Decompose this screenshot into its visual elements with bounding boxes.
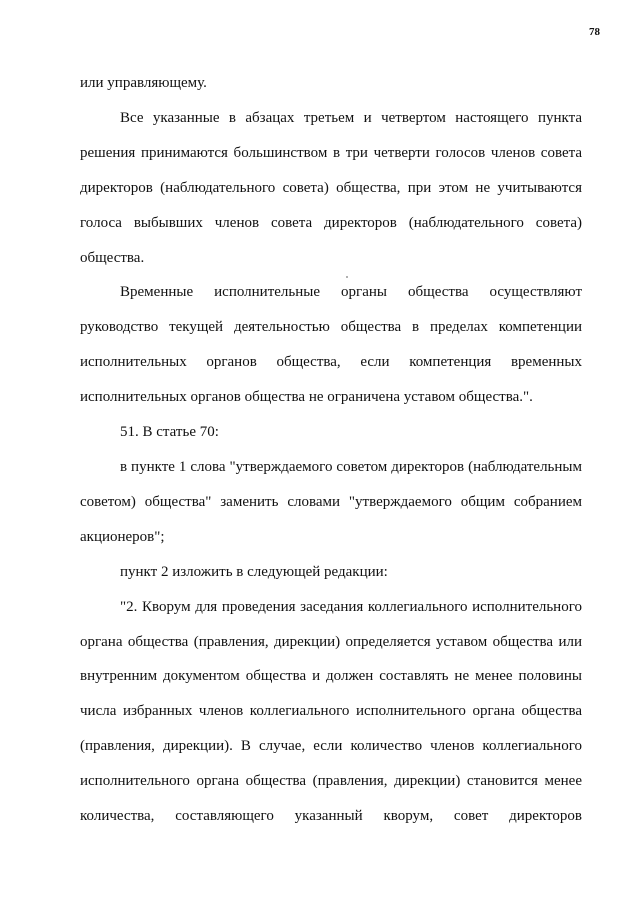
paragraph-quorum: "2. Кворум для проведения заседания коллегиального исполнительного органа общества (правления, дирекции) определяется уставом общества или внутренним документом общества и должен составлять не менее половины числа избранных членов коллегиального исполнительного органа общества (правления, дирекции). В случае, если количество членов коллегиального исполнительного органа общества (правления, дирекции) становится менее количества, составляющего указанный кворум, совет директоров — [80, 598, 582, 825]
paragraph-temporary-organs: Временные исполнительные органы общества осуществляют руководство текущей деятельностью общества в пределах компетенции исполнительных органов общества, если компетенция временных исполнительных органов общества не ограничена уставом общества.". — [80, 284, 582, 406]
paragraph-continuation: или управляющему. — [80, 75, 207, 91]
paragraph-clause-2-intro: пункт 2 изложить в следующей редакции: — [120, 563, 388, 580]
page-number: 78 — [589, 26, 600, 38]
paragraph-voting-majority: Все указанные в абзацах третьем и четвертом настоящего пункта решения принимаются большинством в три четверти голосов членов совета директоров (наблюдательного совета) общества, при этом не учитываются голоса выбывших членов совета директоров (наблюдательного совета) общества. — [80, 109, 582, 266]
paragraph-clause-1: в пункте 1 слова "утверждаемого советом директоров (наблюдательным советом) общества" заменить словами "утверждаемого общим собранием акционеров"; — [80, 458, 582, 545]
document-body — [80, 66, 582, 834]
paragraph-article-70: 51. В статье 70: — [120, 424, 219, 441]
